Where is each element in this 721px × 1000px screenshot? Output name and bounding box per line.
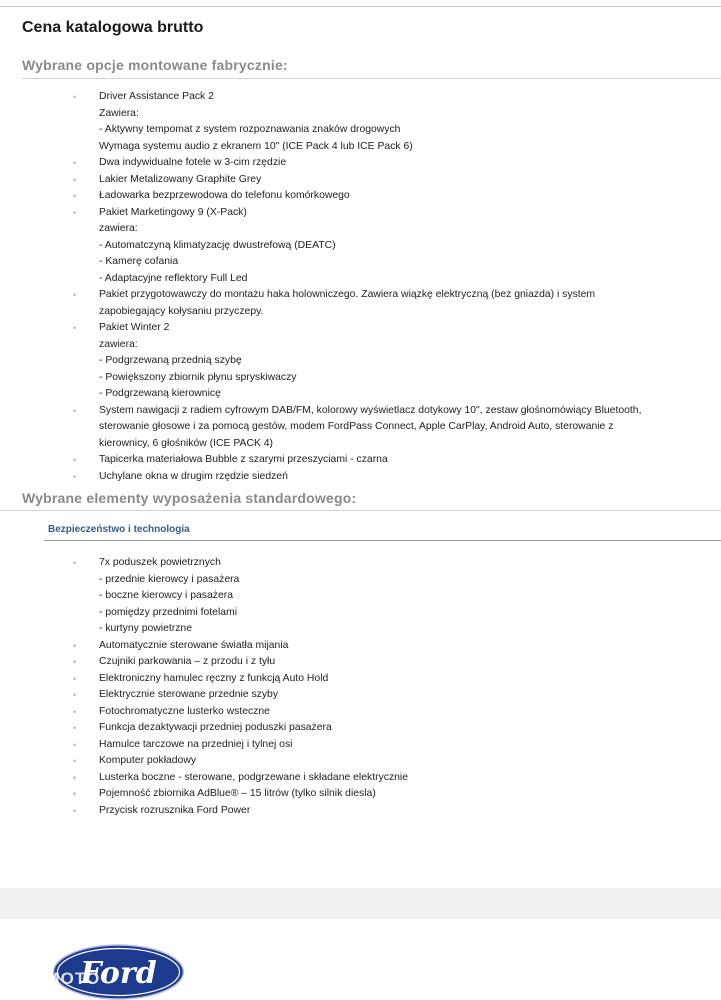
- list-item: [0, 671, 721, 688]
- list-item: [0, 452, 721, 469]
- bullet-icon: •: [73, 805, 77, 816]
- list-item-text: - kurtyny powietrzne: [99, 623, 192, 634]
- list-item-text: - Aktywny tempomat z system rozpoznawania znaków drogowych: [99, 124, 401, 135]
- list-item-text: Lakier Metalizowany Graphite Grey: [99, 173, 262, 185]
- factory-options-divider: [22, 78, 721, 79]
- list-item-text: Przycisk rozrusznika Ford Power: [99, 804, 251, 816]
- list-item-text: Automatycznie sterowane światła mijania: [99, 639, 289, 651]
- factory-options-list: [0, 89, 721, 485]
- bullet-icon: •: [73, 640, 77, 651]
- list-item: [0, 720, 721, 737]
- bullet-icon: •: [73, 690, 77, 700]
- bullet-icon: •: [73, 455, 77, 465]
- list-item: [0, 287, 721, 320]
- list-item-text: zawiera:: [99, 223, 138, 234]
- list-item-text: Pojemność zbiornika AdBlue® – 15 litrów (tylko silnik diesla): [99, 788, 376, 799]
- bullet-icon: •: [73, 471, 77, 482]
- bullet-icon: •: [73, 657, 77, 667]
- top-divider: [0, 6, 721, 7]
- bullet-icon: •: [73, 174, 77, 185]
- list-item: [0, 188, 721, 205]
- standard-equipment-heading: Wybrane elementy wyposażenia standardowego:: [22, 490, 357, 506]
- list-item: [0, 89, 721, 155]
- list-item-text: Fotochromatyczne lusterko wsteczne: [99, 705, 270, 717]
- bullet-icon: •: [73, 673, 77, 684]
- bullet-icon: •: [73, 772, 77, 783]
- list-item-text: Zawiera:: [99, 107, 139, 119]
- list-item: [0, 320, 721, 403]
- list-item-text: Dwa indywidualne fotele w 3-cim rzędzie: [99, 157, 287, 168]
- list-item-text: 7x poduszek powietrznych: [99, 557, 221, 568]
- bullet-icon: •: [73, 158, 77, 168]
- footer-band: [0, 888, 721, 919]
- list-item-text: - Podgrzewaną kierownicę: [99, 388, 221, 399]
- list-item-text: Funkcja dezaktywacji przedniej poduszki pasażera: [99, 722, 332, 733]
- factory-options-heading: Wybrane opcje montowane fabrycznie:: [22, 57, 288, 73]
- list-item: [0, 172, 721, 189]
- bullet-icon: •: [73, 789, 77, 799]
- list-item: [0, 654, 721, 671]
- bullet-icon: •: [73, 290, 77, 300]
- bullet-icon: •: [73, 405, 77, 416]
- list-item: [0, 638, 721, 655]
- list-item: [0, 770, 721, 787]
- bullet-icon: •: [73, 191, 77, 201]
- list-item: [0, 205, 721, 288]
- list-item-text: Tapicerka materiałowa Bubble z szarymi przeszyciami - czarna: [99, 454, 388, 465]
- list-item: [0, 403, 721, 453]
- page-title: Cena katalogowa brutto: [22, 19, 204, 36]
- bullet-icon: •: [73, 207, 77, 218]
- list-item-text: Elektrycznie sterowane przednie szyby: [99, 689, 279, 700]
- bullet-icon: •: [73, 706, 77, 717]
- list-item: [0, 155, 721, 172]
- bullet-icon: •: [73, 558, 77, 568]
- list-item-text: Hamulce tarczowe na przedniej i tylnej osi: [99, 738, 293, 750]
- list-item-text: - Powiększony zbiornik płynu spryskiwaczy: [99, 371, 297, 383]
- list-item: [0, 786, 721, 803]
- list-item-text: sterowanie głosowe i za pomocą gestów, modem FordPass Connect, Apple CarPlay, Android Auto, sterowanie z: [99, 421, 614, 432]
- list-item-text: kierownicy, 6 głośników (ICE PACK 4): [99, 437, 274, 449]
- standard-equipment-divider: [0, 510, 721, 511]
- list-item: [0, 737, 721, 754]
- list-item-text: - boczne kierowcy i pasażera: [99, 590, 233, 601]
- category-divider: [44, 540, 721, 541]
- ford-logo-text: Ford: [80, 956, 157, 991]
- list-item: [0, 704, 721, 721]
- list-item-text: Czujniki parkowania – z przodu i z tyłu: [99, 656, 276, 667]
- list-item-text: Pakiet przygotowawczy do montażu haka holowniczego. Zawiera wiązkę elektryczną (bez gniazda) i system: [99, 289, 596, 300]
- bullet-icon: •: [73, 756, 77, 766]
- list-item-text: Elektroniczny hamulec ręczny z funkcją Auto Hold: [99, 672, 329, 684]
- list-item-text: Wymaga systemu audio z ekranem 10" (ICE Pack 4 lub ICE Pack 6): [99, 140, 413, 152]
- list-item-text: Driver Assistance Pack 2: [99, 91, 214, 102]
- list-item-text: Uchylane okna w drugim rzędzie siedzeń: [99, 470, 288, 482]
- list-item-text: Lusterka boczne - sterowane, podgrzewane i składane elektrycznie: [99, 771, 409, 783]
- list-item-text: zapobiegający kołysaniu przyczepy.: [99, 305, 264, 317]
- standard-equipment-list: [0, 555, 721, 819]
- otomoto-watermark: OTOMOTO: [6, 969, 101, 988]
- list-item-text: Pakiet Winter 2: [99, 322, 170, 333]
- list-item-text: - pomiędzy przednimi fotelami: [99, 606, 238, 618]
- bullet-icon: •: [73, 723, 77, 733]
- bullet-icon: •: [73, 92, 77, 102]
- list-item-text: - Automatczyną klimatyzację dwustrefową (DEATC): [99, 239, 336, 251]
- list-item: [0, 803, 721, 820]
- category-heading: Bezpieczeństwo i technologia: [48, 524, 190, 535]
- list-item-text: System nawigacji z radiem cyfrowym DAB/FM, kolorowy wyświetlacz dotykowy 10", zestaw głośnomówiący Bluetooth,: [99, 404, 642, 416]
- list-item: [0, 469, 721, 486]
- list-item-text: Pakiet Marketingowy 9 (X-Pack): [99, 206, 247, 218]
- list-item-text: Komputer pokładowy: [99, 755, 197, 766]
- list-item: [0, 753, 721, 770]
- bullet-icon: •: [73, 739, 77, 750]
- list-item-text: - Podgrzewaną przednią szybę: [99, 355, 242, 366]
- list-item: [0, 687, 721, 704]
- list-item-text: - Adaptacyjne reflektory Full Led: [99, 272, 248, 284]
- list-item-text: Ładowarka bezprzewodowa do telefonu komórkowego: [99, 190, 350, 201]
- list-item: [0, 555, 721, 638]
- bullet-icon: •: [73, 323, 77, 333]
- list-item-text: - Kamerę cofania: [99, 256, 179, 267]
- list-item-text: - przednie kierowcy i pasażera: [99, 573, 240, 585]
- list-item-text: zawiera:: [99, 338, 138, 350]
